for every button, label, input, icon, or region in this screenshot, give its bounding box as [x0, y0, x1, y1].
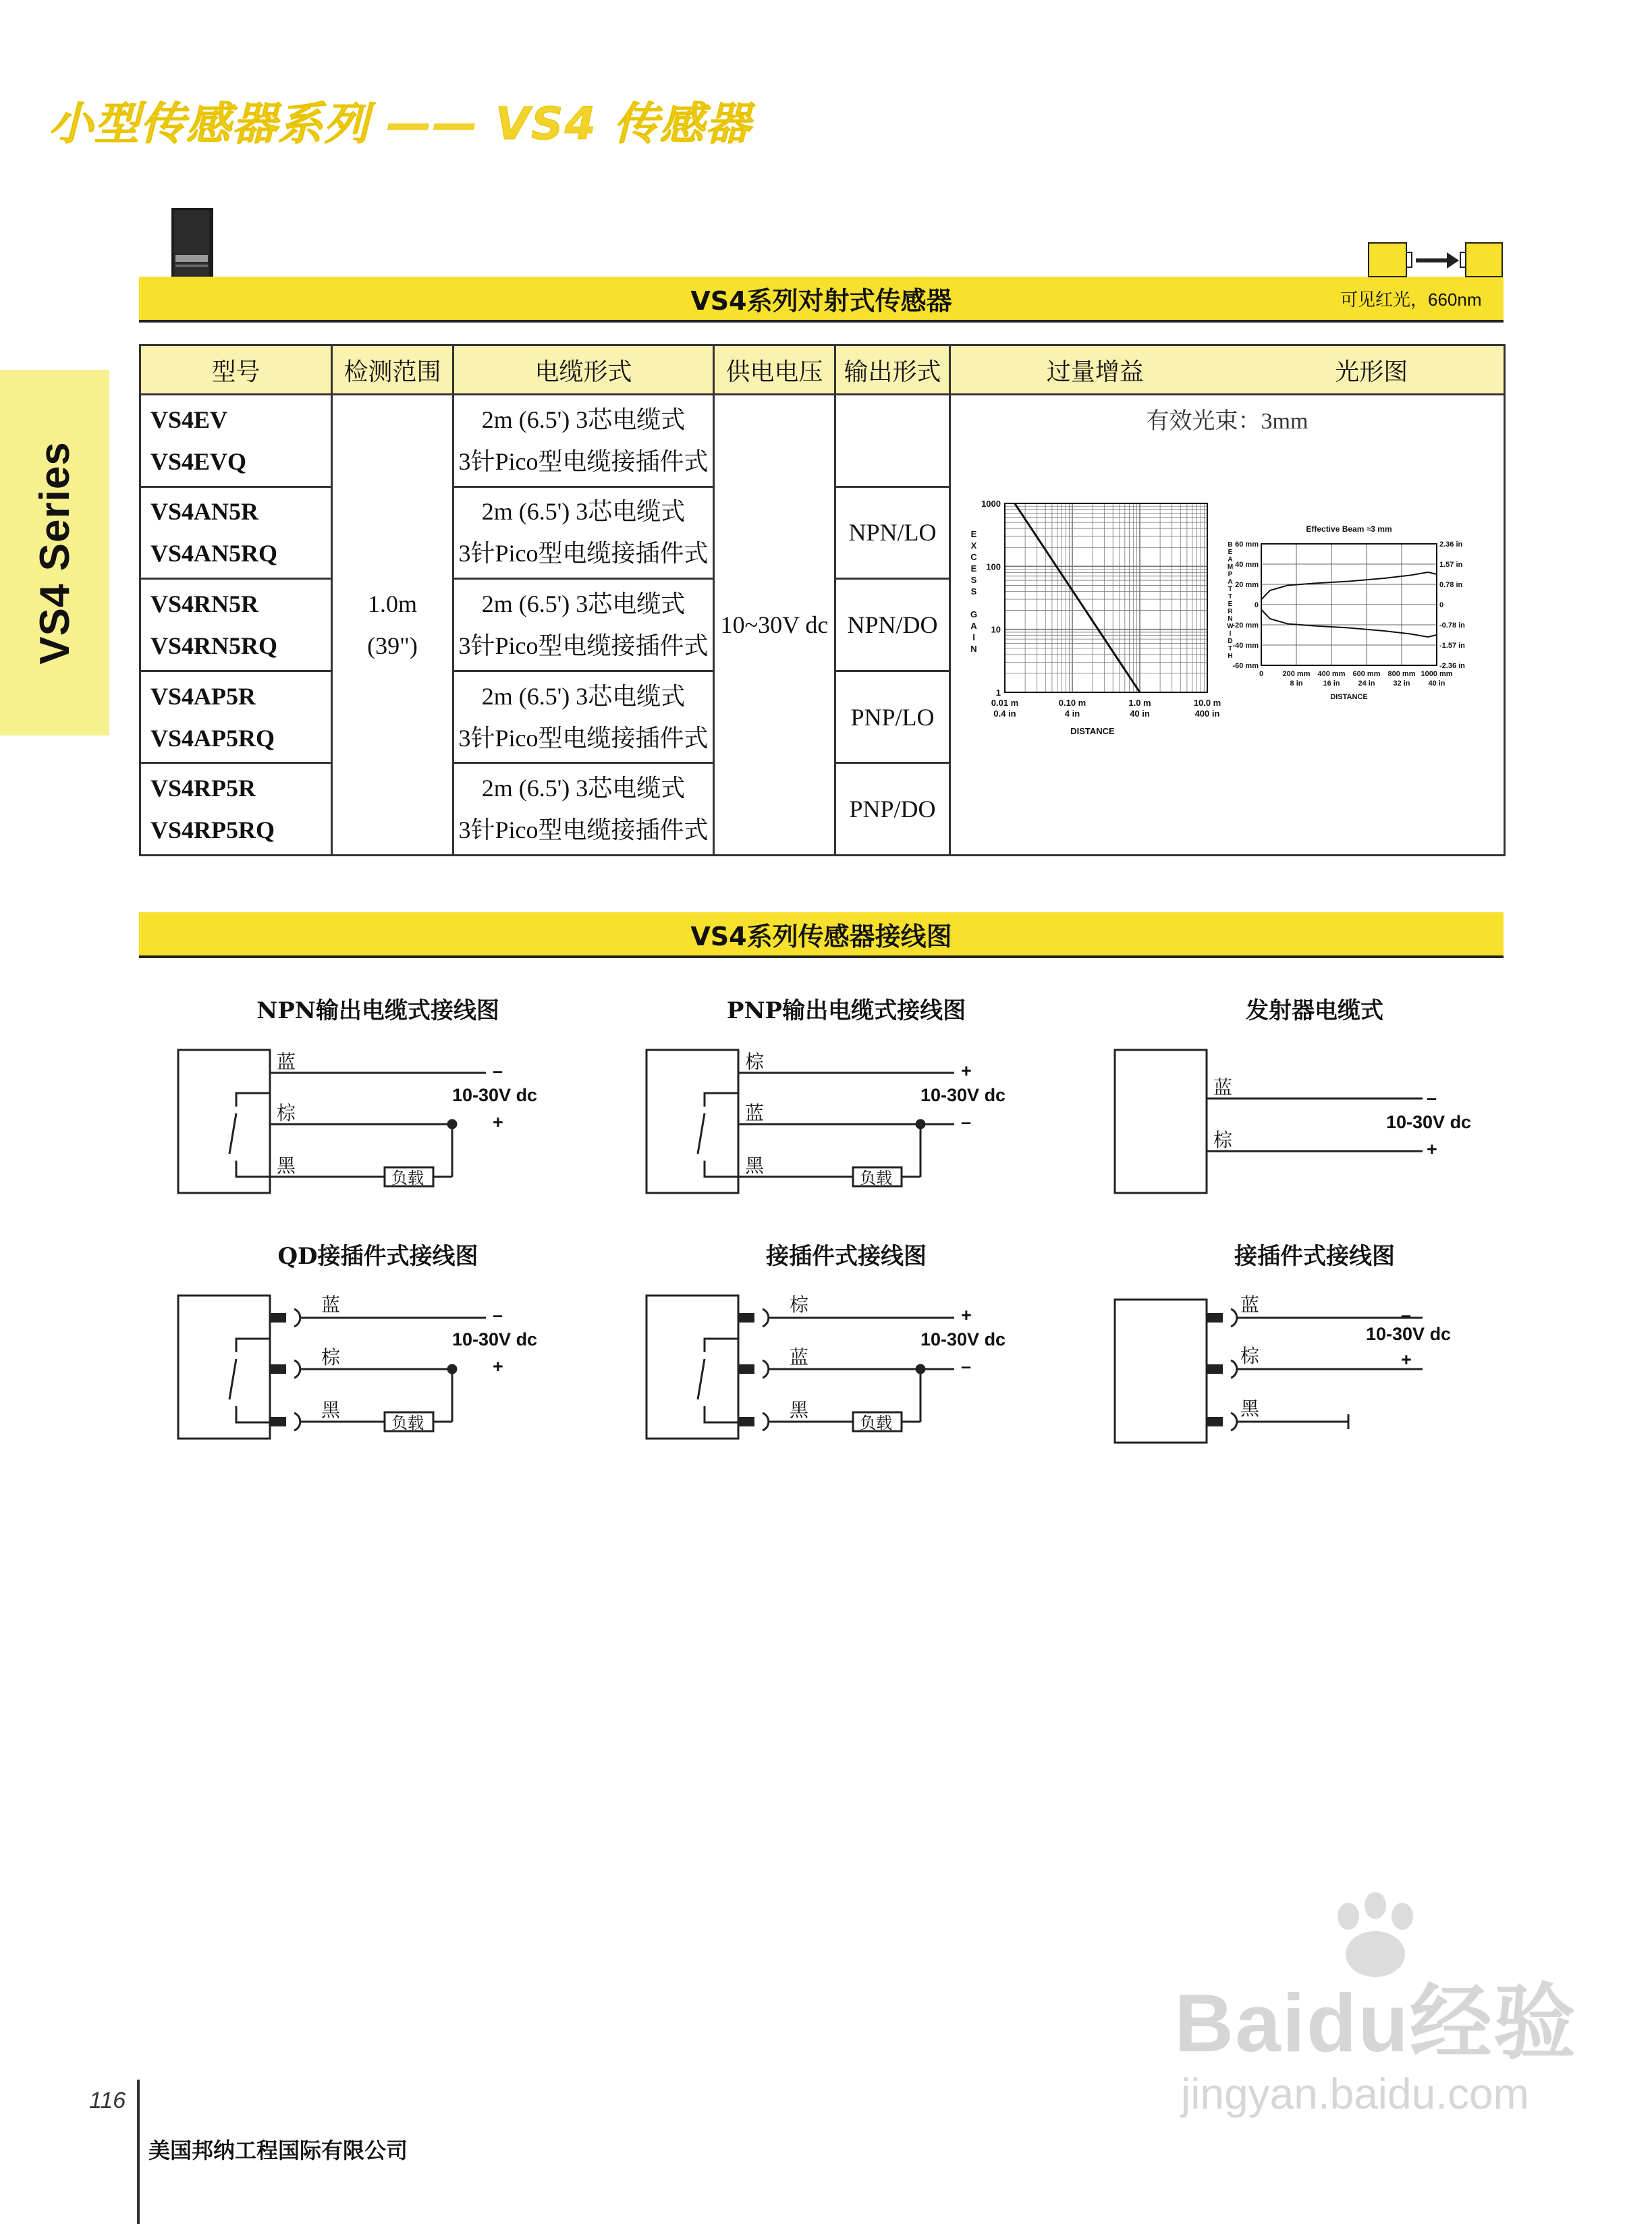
- section1-title: VS4系列对射式传感器: [690, 285, 952, 316]
- effective-beam-note: 有效光束：3mm: [1146, 409, 1309, 434]
- wire-label: 蓝: [321, 1294, 341, 1316]
- y-tick-label: 100: [986, 561, 1001, 572]
- footer-divider: [137, 2080, 140, 2224]
- circuit-drawing: [1105, 1238, 1524, 1453]
- y-axis-label: A: [1228, 578, 1233, 586]
- x-tick-label: 0.10 m: [1058, 698, 1086, 708]
- y-axis-label: G: [970, 609, 978, 619]
- polarity-sign: –: [1427, 1088, 1437, 1108]
- page-number: 116: [89, 2088, 126, 2113]
- y-tick-label: 1.57 in: [1439, 561, 1463, 569]
- x-tick-label: 40 in: [1130, 708, 1150, 719]
- x-tick-label: 800 mm: [1387, 670, 1416, 678]
- x-tick-label: 0: [1259, 670, 1264, 678]
- model-cell: VS4RP5R VS4RP5RQ: [140, 763, 332, 856]
- x-tick-label: 0.01 m: [991, 698, 1019, 708]
- cable-cell: 2m (6.5') 3芯电缆式 3针Pico型电缆接插件式: [453, 671, 714, 763]
- header-cable: 电缆形式: [453, 345, 714, 395]
- y-tick-label: -2.36 in: [1439, 662, 1465, 670]
- wire-label: 棕: [1213, 1129, 1233, 1151]
- y-tick-label: 2.36 in: [1439, 540, 1463, 549]
- y-axis-label: T: [1228, 645, 1233, 652]
- y-axis-label: X: [970, 540, 977, 551]
- wire-label: 棕: [1240, 1345, 1260, 1367]
- polarity-sign: –: [1401, 1305, 1412, 1325]
- cable-cell: 2m (6.5') 3芯电缆式 3针Pico型电缆接插件式: [453, 486, 714, 579]
- wire-label: 蓝: [277, 1051, 296, 1073]
- wiring-diagram: [637, 1238, 1055, 1453]
- polarity-sign: –: [493, 1061, 503, 1081]
- emitter-receiver-icon: [1367, 240, 1504, 281]
- y-tick-label: -0.78 in: [1439, 621, 1465, 630]
- y-tick-label: 0: [1254, 601, 1259, 609]
- output-cell: PNP/LO: [835, 671, 950, 763]
- watermark-brand: Baidu经验: [1174, 1977, 1577, 2069]
- x-tick-label: 24 in: [1358, 679, 1375, 688]
- wiring-diagram: [637, 992, 1055, 1208]
- side-tab-label: VS4 Series: [31, 441, 78, 665]
- y-axis-label: C: [970, 552, 977, 562]
- y-axis-label: A: [1228, 556, 1233, 563]
- y-axis-label: T: [1228, 593, 1233, 601]
- wire-label: 黑: [1240, 1397, 1260, 1420]
- y-axis-label: D: [1228, 638, 1233, 645]
- y-tick-label: -60 mm: [1232, 662, 1259, 670]
- wiring-diagram: [1105, 992, 1524, 1208]
- x-tick-label: 40 in: [1428, 679, 1446, 688]
- y-axis-label: B: [1228, 541, 1233, 549]
- load-label: 负载: [391, 1414, 424, 1433]
- wiring-diagram: [1105, 1238, 1524, 1453]
- output-cell: PNP/DO: [835, 763, 950, 856]
- wire-label: 黑: [321, 1399, 341, 1421]
- wire-label: 蓝: [1213, 1076, 1233, 1099]
- x-axis-label: DISTANCE: [1330, 693, 1368, 701]
- x-tick-label: 10.0 m: [1193, 698, 1221, 708]
- polarity-sign: +: [493, 1356, 503, 1377]
- diagram-title: PNP输出电缆式接线图: [726, 997, 966, 1024]
- wire-label: 棕: [321, 1346, 341, 1368]
- diagram-title: 接插件式接线图: [766, 1243, 927, 1270]
- x-tick-label: 600 mm: [1352, 670, 1381, 678]
- supply-voltage: 10-30V dc: [452, 1085, 538, 1105]
- y-axis-label: M: [1227, 563, 1234, 571]
- header-voltage: 供电电压: [714, 345, 835, 395]
- y-axis-label: N: [1228, 615, 1233, 623]
- x-tick-label: 400 in: [1194, 708, 1220, 719]
- table-row: [140, 395, 1505, 487]
- wire-label: 棕: [745, 1051, 765, 1073]
- wiring-diagram: [169, 1238, 587, 1453]
- company-name: 美国邦纳工程国际有限公司: [148, 2138, 408, 2163]
- cable-cell: 2m (6.5') 3芯电缆式 3针Pico型电缆接插件式: [453, 395, 714, 487]
- y-tick-label: -20 mm: [1232, 621, 1259, 630]
- excess-gain-chart: [964, 490, 1234, 760]
- y-tick-label: -1.57 in: [1439, 642, 1465, 650]
- spec-table: [139, 344, 1506, 856]
- model-cell: VS4AP5R VS4AP5RQ: [140, 671, 332, 763]
- load-label: 负载: [391, 1169, 424, 1188]
- y-axis-label: I: [1229, 630, 1232, 638]
- y-axis-label: S: [970, 575, 977, 585]
- y-axis-label: T: [1228, 586, 1233, 593]
- header-range: 检测范围: [332, 345, 453, 395]
- supply-voltage: 10-30V dc: [1386, 1112, 1472, 1132]
- supply-voltage: 10-30V dc: [452, 1329, 538, 1350]
- output-cell: [835, 395, 950, 487]
- x-tick-label: 1.0 m: [1128, 698, 1151, 708]
- x-tick-label: 8 in: [1290, 679, 1303, 688]
- cable-cell: 2m (6.5') 3芯电缆式 3针Pico型电缆接插件式: [453, 763, 714, 856]
- y-tick-label: -40 mm: [1232, 642, 1259, 650]
- diagram-title: NPN输出电缆式接线图: [256, 997, 499, 1024]
- y-tick-label: 0.78 in: [1439, 581, 1463, 589]
- chart-title: Effective Beam ≈3 mm: [1306, 524, 1392, 534]
- plot-frame: [1005, 503, 1207, 692]
- charts-cell: [950, 395, 1505, 856]
- header-output: 输出形式: [835, 345, 950, 395]
- y-tick-label: 10: [991, 624, 1001, 635]
- header-beam-pattern: 光形图: [1335, 358, 1408, 386]
- wire-label: 蓝: [790, 1346, 809, 1368]
- y-tick-label: 60 mm: [1235, 540, 1259, 549]
- y-axis-label: E: [1228, 601, 1233, 608]
- x-tick-label: 400 mm: [1317, 670, 1346, 678]
- y-tick-label: 1: [995, 688, 1001, 698]
- light-source-label: 可见红光，660nm: [1340, 289, 1482, 310]
- model-cell: VS4RN5R VS4RN5RQ: [140, 579, 332, 671]
- x-tick-label: 0.4 in: [993, 708, 1016, 719]
- model-cell: VS4AN5R VS4AN5RQ: [140, 486, 332, 579]
- beam-boundary-line: [1261, 572, 1437, 600]
- circuit-drawing: [1105, 992, 1524, 1208]
- cable-cell: 2m (6.5') 3芯电缆式 3针Pico型电缆接插件式: [453, 579, 714, 671]
- beam-boundary-line: [1261, 610, 1437, 638]
- beam-pattern-chart: [1221, 517, 1491, 719]
- polarity-sign: –: [493, 1305, 503, 1325]
- polarity-sign: +: [493, 1112, 503, 1132]
- output-cell: NPN/LO: [835, 486, 950, 579]
- x-tick-label: 200 mm: [1282, 670, 1311, 678]
- y-tick-label: 20 mm: [1235, 581, 1259, 589]
- polarity-sign: +: [961, 1305, 972, 1325]
- y-axis-label: E: [970, 563, 977, 574]
- voltage-cell: 10~30V dc: [714, 395, 835, 856]
- x-tick-label: 16 in: [1323, 679, 1340, 688]
- wire-label: 蓝: [1240, 1294, 1260, 1316]
- y-axis-label: W: [1227, 623, 1234, 630]
- range-cell: 1.0m (39"): [332, 395, 453, 856]
- y-axis-label: A: [970, 621, 977, 631]
- y-axis-label: P: [1228, 571, 1233, 578]
- polarity-sign: –: [961, 1356, 972, 1377]
- output-cell: NPN/DO: [835, 579, 950, 671]
- y-axis-label: E: [970, 529, 977, 539]
- x-tick-label: 4 in: [1064, 708, 1080, 719]
- y-tick-label: 40 mm: [1235, 561, 1259, 569]
- y-axis-label: N: [970, 644, 977, 654]
- wire-label: 黑: [790, 1399, 809, 1421]
- load-label: 负载: [860, 1169, 892, 1188]
- diagram-title: 发射器电缆式: [1246, 997, 1383, 1024]
- gain-curve: [1015, 503, 1140, 692]
- y-axis-label: H: [1228, 652, 1233, 660]
- table-header-row: [140, 345, 1505, 395]
- x-tick-label: 32 in: [1393, 679, 1410, 688]
- polarity-sign: +: [1427, 1139, 1437, 1159]
- y-axis-label: E: [1228, 549, 1233, 556]
- y-tick-label: 1000: [981, 499, 1001, 509]
- polarity-sign: –: [961, 1112, 972, 1132]
- y-tick-label: 0: [1439, 601, 1444, 609]
- y-axis-label: S: [970, 586, 977, 596]
- supply-voltage: 10-30V dc: [1366, 1324, 1452, 1344]
- section2-title: VS4系列传感器接线图: [690, 921, 952, 951]
- wire-label: 黑: [745, 1155, 765, 1177]
- header-model: 型号: [140, 345, 332, 395]
- y-axis-label: R: [1228, 608, 1233, 615]
- diagram-title: QD接插件式接线图: [277, 1243, 478, 1270]
- polarity-sign: +: [961, 1061, 972, 1081]
- page-title: 小型传感器系列 —— VS4 传感器: [49, 98, 752, 150]
- wire-label: 棕: [277, 1102, 296, 1124]
- header-excess-gain: 过量增益: [1046, 358, 1144, 386]
- wire-label: 蓝: [745, 1102, 765, 1124]
- load-label: 负载: [860, 1414, 892, 1433]
- diagram-title: 接插件式接线图: [1234, 1243, 1395, 1270]
- header-charts: [950, 345, 1505, 395]
- watermark-url: jingyan.baidu.com: [1181, 2069, 1529, 2118]
- supply-voltage: 10-30V dc: [920, 1329, 1006, 1350]
- wiring-diagram: [169, 992, 587, 1208]
- x-tick-label: 1000 mm: [1421, 670, 1453, 678]
- supply-voltage: 10-30V dc: [920, 1085, 1006, 1105]
- polarity-sign: +: [1401, 1350, 1412, 1370]
- y-axis-label: I: [972, 632, 975, 642]
- x-axis-label: DISTANCE: [1070, 726, 1115, 736]
- model-cell: VS4EV VS4EVQ: [140, 395, 332, 487]
- wire-label: 棕: [790, 1294, 809, 1316]
- wire-label: 黑: [277, 1155, 296, 1177]
